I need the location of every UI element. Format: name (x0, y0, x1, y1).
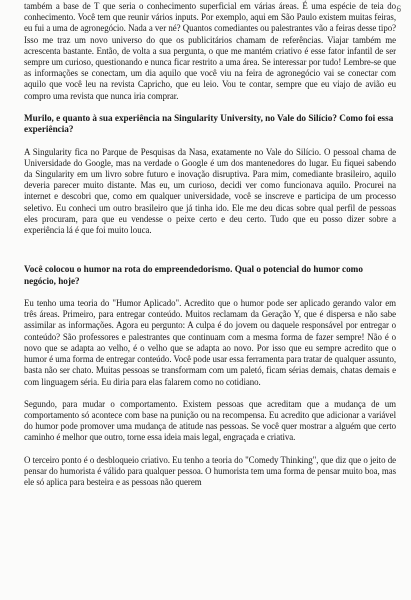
paragraph-singularity-answer: A Singularity fica no Parque de Pesquisas da Nasa, exatamente no Vale do Silício. O pessoal chama de Universidade do Google, mas na verdade o Google é um dos mantenedores do lugar. Eu fiquei sabendo da Singularity em um livro sobre futuro e inovação disruptiva. Para mim, comediante brasileiro, aquilo deveria parecer muito distante. Mas eu, um curioso, decidi ver como funcionava aquilo. Procurei na internet e descobri que, como em qualquer universidade, você se inscreve e participa de um processo seletivo. Eu conheci um outro brasileiro que já tinha ido. Ele me deu dicas sobre qual perfil de pessoas eles procuram, para que eu vendesse o peixe certo e deu certo. Tudo que eu posso dizer sobre a experiência lá é que foi muito louca. (24, 146, 396, 236)
document-body (24, 1, 396, 488)
question-heading-singularity: Murilo, e quanto à sua experiência na Singularity University, no Vale do Silício? Como foi essa experiência? (24, 112, 394, 135)
paragraph-comedy-thinking: O terceiro ponto é o desbloqueio criativo. Eu tenho a teoria do "Comedy Thinking", que diz que o jeito de pensar do humorista é válido para qualquer pessoa. O humorista tem uma forma de pensar muito boa, mas ele só aplica para besteira e as pessoas não querem (24, 454, 396, 487)
page-corner-mark: 6 (396, 4, 401, 14)
paragraph-creativity-references: também a base de T que seria o conhecimento superficial em várias áreas. É uma espécie de teia do conhecimento. Você tem que reunir vários inputs. Por exemplo, aqui em São Paulo existem muitas feiras, eu fui a uma de agronegócio. Nada a ver né? Quantos comediantes ou palestrantes vão a feiras desse tipo? Isso me traz um novo universo do que os publicitários chamam de referências. Viajar também me acrescenta bastante. Então, de volta a sua pergunta, o que me mantém criativo é esse fator infantil de ser sempre um curioso, questionando e nunca ficar restrito a uma área. Se interessar por tudo! Lembre-se que as informações se conectam, um dia aquilo que você viu na feira de agronegócio vai se conectar com aquilo que você leu na revista Capricho, que eu leio. Vou te contar, sempre que eu viajo de avião eu compro uma revista que nunca iria comprar. (24, 1, 396, 101)
paragraph-applied-humor: Eu tenho uma teoria do "Humor Aplicado". Acredito que o humor pode ser aplicado gerando valor em três áreas. Primeiro, para entregar conteúdo. Muitos reclamam da Geração Y, que é dispersa e não sabe assimilar as informações. Agora eu pergunto: A culpa é do jovem ou daquele responsável por entregar o conteúdo? São professores e palestrantes que continuam com a mesma forma de fazer sempre! Não é o novo que se adapta ao velho, é o velho que se adapta ao novo. Por isso que eu sempre acredito que o humor é uma forma de entregar conteúdo. Você pode usar essa ferramenta para tratar de qualquer assunto, basta não ser chato. Muitas pessoas se transformam com um paletó, ficam sérias demais, chatas demais e com linguagem séria. Eu diria para elas falarem como no cotidiano. (24, 298, 396, 387)
paragraph-behavior-change: Segundo, para mudar o comportamento. Existem pessoas que acreditam que a mudança de um comportamento só acontece com base na punição ou na recompensa. Eu acredito que adicionar a variável do humor pode promover uma mudança de atitude nas pessoas. Se você quer mostrar a alguém que certo caminho é melhor que outro, torne essa ideia mais legal, engraçada e criativa. (24, 398, 396, 443)
question-heading-humor-business: Você colocou o humor na rota do empreendedorismo. Qual o potencial do humor como negócio, hoje? (24, 264, 363, 286)
